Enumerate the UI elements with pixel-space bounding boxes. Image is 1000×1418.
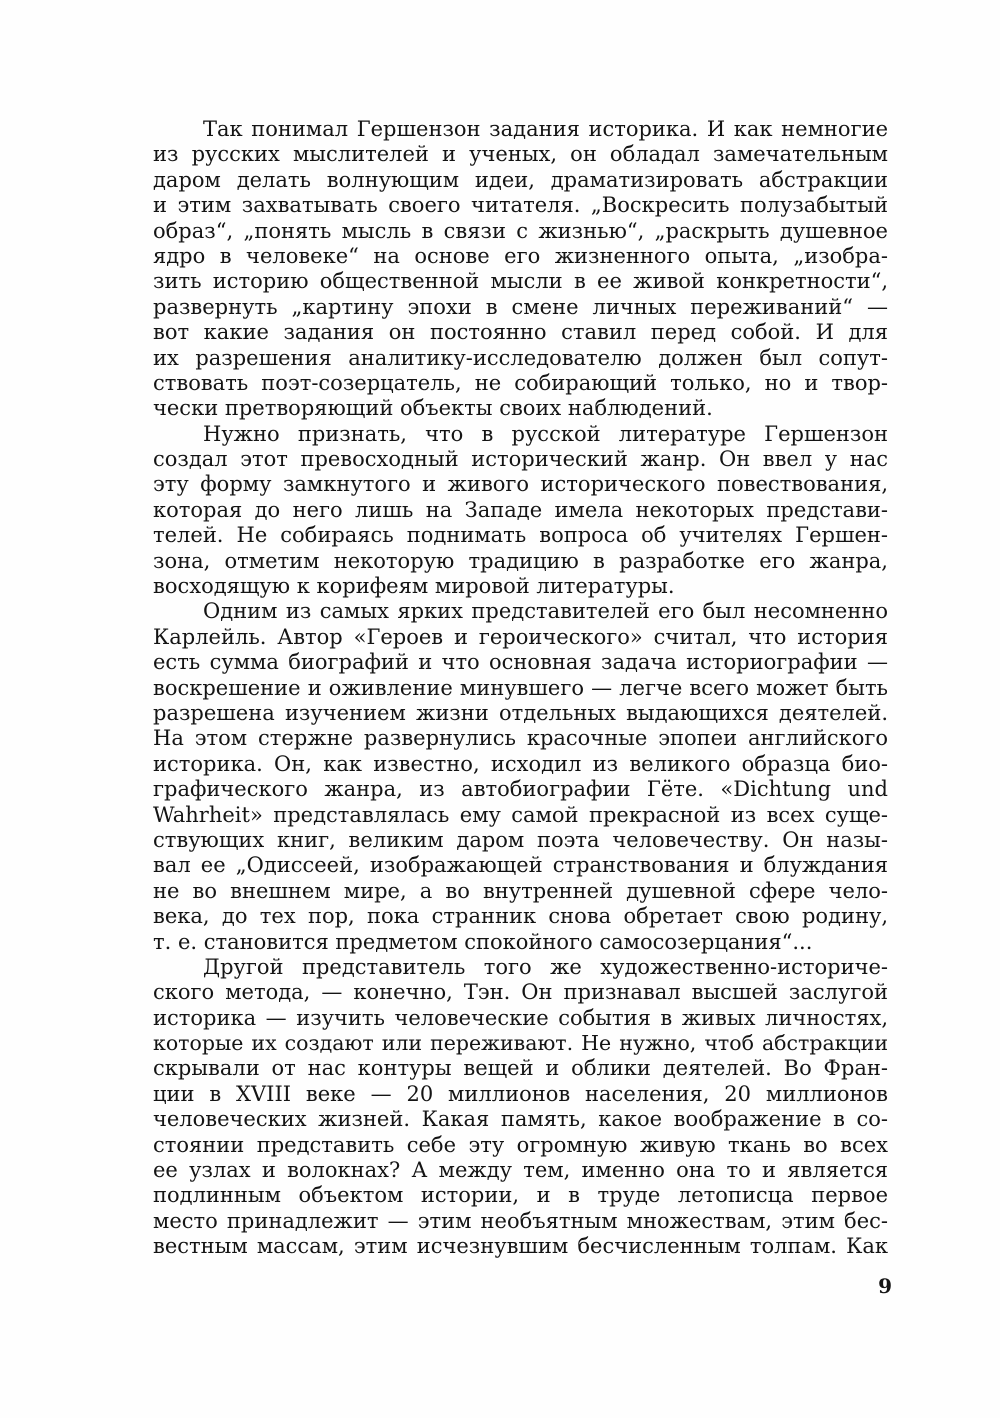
text-line: создал этот превосходный исторический жанр. Он ввел у нас [153, 447, 888, 472]
text-line: чески претворяющий объекты своих наблюдений. [153, 396, 713, 421]
text-line: Wahrheit» представлялась ему самой прекрасной из всех суще- [153, 802, 888, 827]
text-line: ее узлах и волокнах? А между тем, именно она то и является [153, 1158, 888, 1183]
page-number: 9 [878, 1274, 892, 1298]
text-line: которая до него лишь на Западе имела некоторых представи- [153, 497, 888, 522]
paragraph [153, 117, 888, 422]
text-line: вал ее „Одиссеей, изображающей странствования и блуждания [153, 853, 888, 878]
text-line: ции в XVIII веке — 20 миллионов населения, 20 миллионов [153, 1081, 888, 1106]
text-line: Одним из самых ярких представителей его был несомненно [203, 599, 888, 624]
text-line: Так понимал Гершензон задания историка. И как немногие [203, 117, 888, 141]
text-line: эту форму замкнутого и живого исторического повествования, [153, 472, 888, 497]
text-line: и этим захватывать своего читателя. „Воскресить полузабытый [153, 193, 888, 218]
text-line: из русских мыслителей и ученых, он обладал замечательным [153, 142, 888, 167]
paragraph [153, 955, 888, 1260]
text-line: вот какие задания он постоянно ставил перед собой. И для [153, 320, 888, 345]
text-line: Карлейль. Автор «Героев и героического» считал, что история [153, 624, 888, 649]
paragraph [153, 599, 888, 954]
text-line: телей. Не собираясь поднимать вопроса об учителях Гершен- [153, 523, 888, 548]
text-line: восходящую к корифеям мировой литературы. [153, 574, 675, 599]
text-line: есть сумма биографий и что основная задача историографии — [153, 650, 888, 675]
text-line: зона, отметим некоторую традицию в разработке его жанра, [153, 548, 888, 573]
text-line: ского метода, — конечно, Тэн. Он признавал высшей заслугой [153, 980, 888, 1005]
text-line: историка. Он, как известно, исходил из великого образца био- [153, 751, 888, 776]
text-line: графического жанра, из автобиографии Гёте. «Dichtung und [153, 777, 888, 802]
text-line: их разрешения аналитику-исследователю должен был сопут- [153, 345, 888, 370]
text-line: вестным массам, этим исчезнувшим бесчисленным толпам. Как [153, 1234, 888, 1259]
text-line: ствующих книг, великим даром поэта человечеству. Он назы- [153, 827, 888, 852]
text-line: даром делать волнующим идеи, драматизировать абстракции [153, 167, 888, 192]
text-line: подлинным объектом истории, и в труде летописца первое [153, 1183, 888, 1208]
text-line: образ“, „понять мысль в связи с жизнью“, „раскрыть душевное [153, 218, 888, 243]
text-line: человеческих жизней. Какая память, какое воображение в со- [153, 1107, 888, 1132]
text-line: т. е. становится предметом спокойного самосозерцания“... [153, 929, 813, 954]
paragraph [153, 422, 888, 600]
text-line: зить историю общественной мысли в ее живой конкретности“, [153, 269, 888, 294]
text-line: место принадлежит — этим необъятным множествам, этим бес- [153, 1208, 888, 1233]
text-line: ядро в человеке“ на основе его жизненного опыта, „изобра- [153, 243, 888, 268]
text-line: которые их создают или переживают. Не нужно, чтоб абстракции [153, 1031, 888, 1056]
text-line: На этом стержне развернулись красочные эпопеи английского [153, 726, 888, 751]
text-line: разрешена изучением жизни отдельных выдающихся деятелей. [153, 700, 888, 725]
text-line: века, до тех пор, пока странник снова обретает свою родину, [153, 904, 888, 929]
text-line: скрывали от нас контуры вещей и облики деятелей. Во Фран- [153, 1056, 888, 1081]
text-line: Нужно признать, что в русской литературе Гершензон [203, 421, 888, 446]
body-text [153, 117, 888, 1260]
text-line: историка — изучить человеческие события в живых личностях, [153, 1005, 888, 1030]
text-line: Другой представитель того же художественно-историче- [203, 954, 888, 979]
text-line: стоянии представить себе эту огромную живую ткань во всех [153, 1132, 888, 1157]
text-line: ствовать поэт-созерцатель, не собирающий только, но и твор- [153, 370, 888, 395]
text-line: воскрешение и оживление минувшего — легче всего может быть [153, 675, 888, 700]
text-line: не во внешнем мире, а во внутренней душевной сфере чело- [153, 878, 888, 903]
text-line: развернуть „картину эпохи в смене личных переживаний“ — [153, 294, 888, 319]
